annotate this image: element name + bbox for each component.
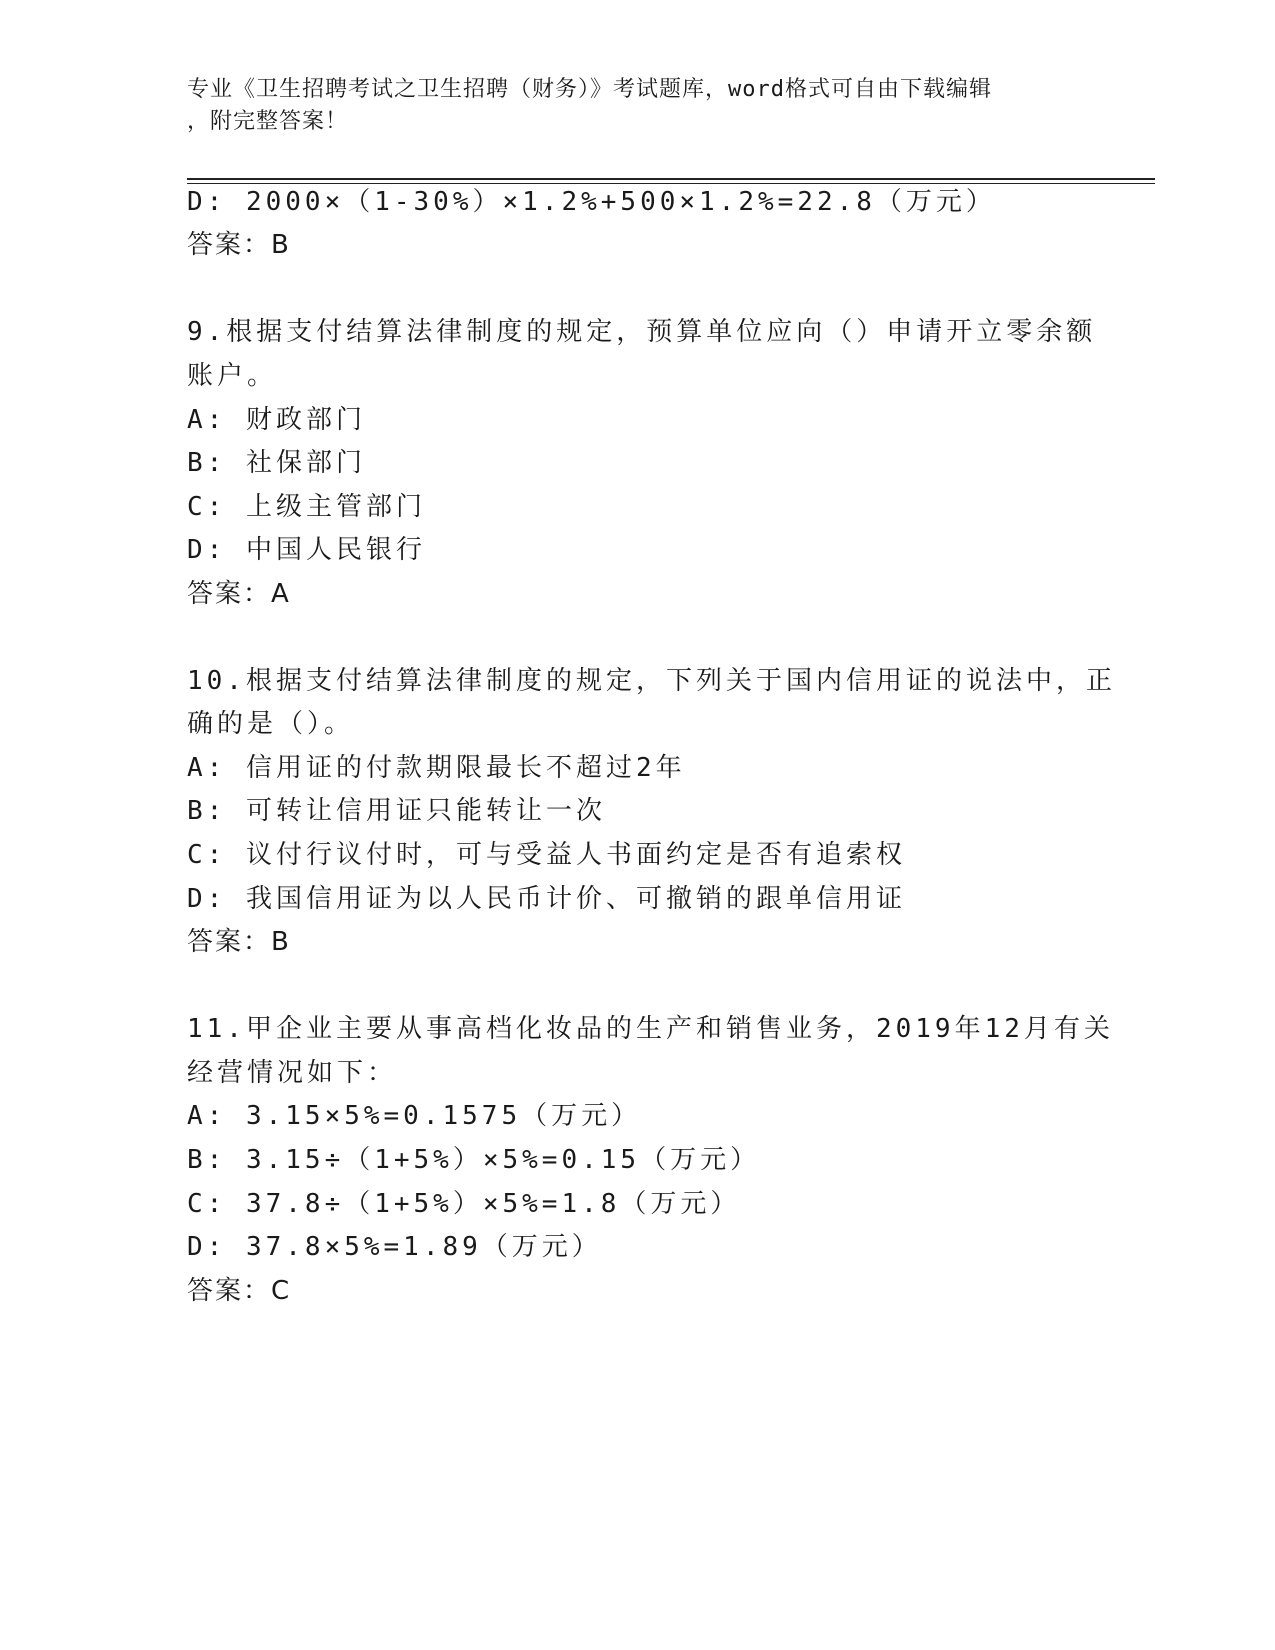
q9-option-c: C: 上级主管部门 <box>187 492 426 522</box>
q9-answer: 答案：A <box>187 579 291 609</box>
q11-answer: 答案：C <box>187 1276 292 1306</box>
q11-option-d: D: 37.8×5%=1.89（万元） <box>187 1232 602 1262</box>
q11-option-b: B: 3.15÷（1+5%）×5%=0.15（万元） <box>187 1145 761 1175</box>
q11-stem-line-1: 11.甲企业主要从事高档化妆品的生产和销售业务，2019年12月有关 <box>187 1014 1114 1044</box>
q9-stem-line-2: 账户。 <box>187 361 278 391</box>
header-line-2: ，附完整答案！ <box>187 109 349 134</box>
q10-stem-line-2: 确的是（）。 <box>187 709 355 739</box>
q9-option-b: B: 社保部门 <box>187 448 366 478</box>
q10-option-a: A: 信用证的付款期限最长不超过2年 <box>187 753 686 783</box>
q11-option-a: A: 3.15×5%=0.1575（万元） <box>187 1101 642 1131</box>
q8-option-d: D: 2000×（1-30%）×1.2%+500×1.2%=22.8（万元） <box>187 187 996 217</box>
q10-option-b: B: 可转让信用证只能转让一次 <box>187 796 606 826</box>
q9-option-a: A: 财政部门 <box>187 405 366 435</box>
q10-option-d: D: 我国信用证为以人民币计价、可撤销的跟单信用证 <box>187 884 906 914</box>
header-line-1: 专业《卫生招聘考试之卫生招聘（财务）》考试题库，word格式可自由下载编辑 <box>187 77 992 102</box>
q9-stem-line-1: 9.根据支付结算法律制度的规定，预算单位应向（）申请开立零余额 <box>187 317 1097 347</box>
q8-answer: 答案：B <box>187 230 291 260</box>
q11-option-c: C: 37.8÷（1+5%）×5%=1.8（万元） <box>187 1189 741 1219</box>
q10-option-c: C: 议付行议付时，可与受益人书面约定是否有追索权 <box>187 840 906 870</box>
q10-stem-line-1: 10.根据支付结算法律制度的规定，下列关于国内信用证的说法中，正 <box>187 666 1116 696</box>
q9-option-d: D: 中国人民银行 <box>187 535 426 565</box>
q10-answer: 答案：B <box>187 927 291 957</box>
q11-stem-line-2: 经营情况如下： <box>187 1058 398 1088</box>
header-divider-thick <box>187 178 1155 180</box>
document-header <box>187 74 1067 138</box>
